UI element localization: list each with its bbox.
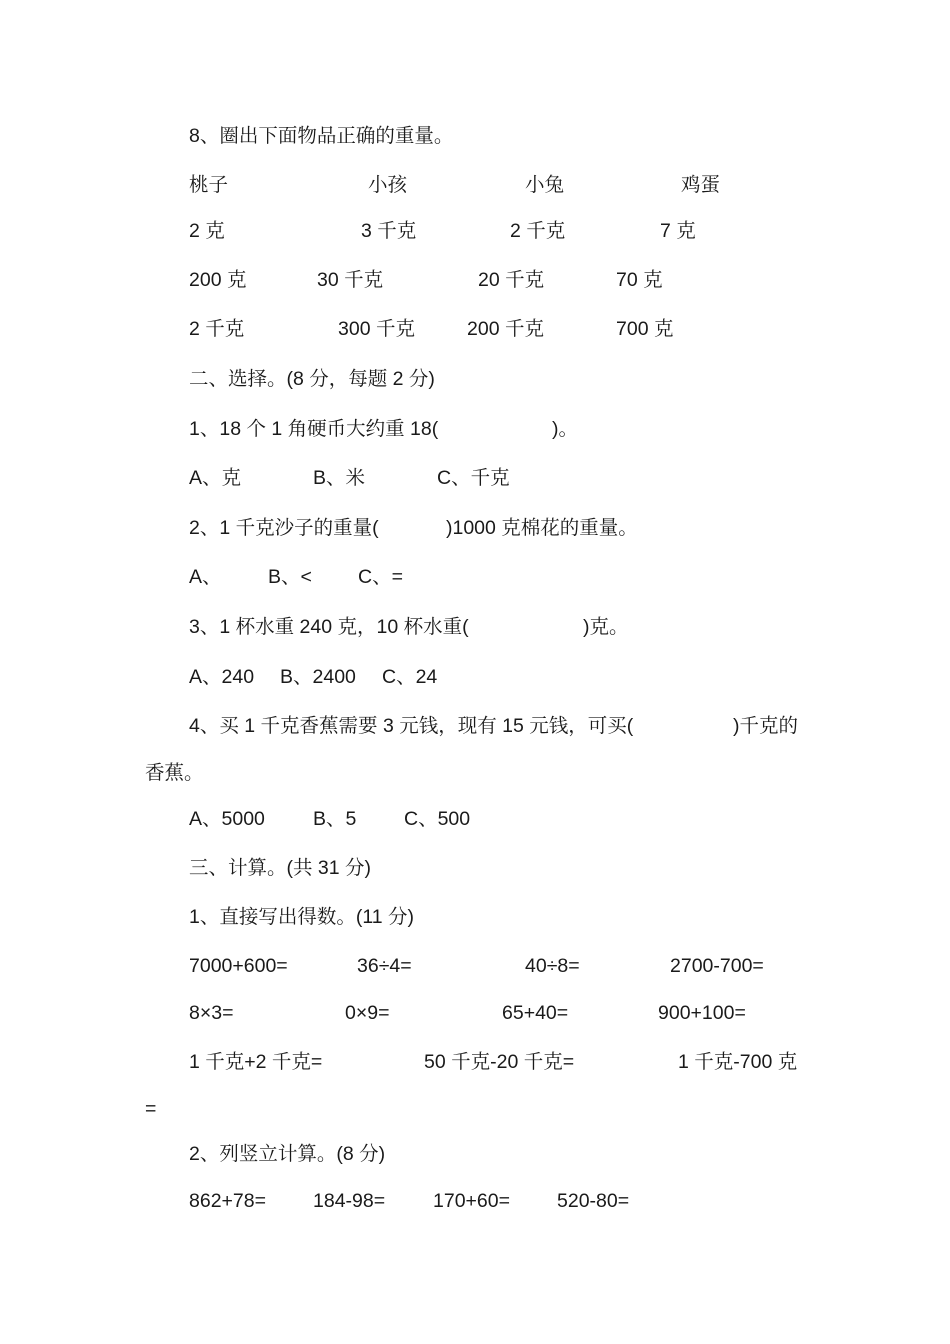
weight-option[interactable]: 200 克 [189,269,247,291]
item-egg: 鸡蛋 [681,174,721,196]
calc-item: 1 千克+2 千克= [189,1051,323,1073]
s3-sub1-row-2 [0,1000,950,1026]
option-a[interactable]: A、240 [189,666,255,688]
s2-q4-close: )千克的 [733,715,798,737]
weight-option[interactable]: 2 克 [189,220,225,242]
calc-item: 7000+600= [189,955,288,977]
s3-sub2-row [0,1188,950,1214]
calc-item: 900+100= [658,1002,746,1024]
q8-weight-row-3 [0,316,950,342]
s2-q3-close: )克。 [583,616,629,638]
calc-item: 170+60= [433,1190,511,1212]
calc-item: 40÷8= [525,955,580,977]
s2-q1-text: 1、18 个 1 角硬币大约重 18( [189,418,439,440]
s2-q3-text: 3、1 杯水重 240 克，10 杯水重( [189,616,469,638]
option-b[interactable]: B、5 [313,808,357,830]
item-peach: 桃子 [189,174,229,196]
calc-item: 862+78= [189,1190,267,1212]
option-b[interactable]: B、< [268,566,312,588]
option-b[interactable]: B、米 [313,467,366,489]
weight-option[interactable]: 200 千克 [467,318,544,340]
q8-weight-row-2 [0,267,950,293]
item-rabbit: 小兔 [525,174,565,196]
q8-items-row [0,172,950,198]
weight-option[interactable]: 20 千克 [478,269,545,291]
option-c[interactable]: C、24 [382,666,438,688]
s2-q2-text: 2、1 千克沙子的重量( [189,517,379,539]
s2-q4-options [0,806,950,832]
s3-sub1-row-1 [0,953,950,979]
weight-option[interactable]: 700 克 [616,318,674,340]
option-b[interactable]: B、2400 [280,666,356,688]
s3-sub1-row-3 [0,1049,950,1075]
calc-item: 2700-700= [670,955,764,977]
option-c[interactable]: C、千克 [437,467,510,489]
calc-item: 50 千克-20 千克= [424,1051,575,1073]
option-c[interactable]: C、500 [404,808,471,830]
s2-q2-close: )1000 克棉花的重量。 [446,517,638,539]
weight-option[interactable]: 300 千克 [338,318,415,340]
s2-q4-text: 4、买 1 千克香蕉需要 3 元钱，现有 15 元钱，可买( [189,715,634,737]
s3-sub1-row-3-wrap: = [145,1098,157,1120]
s2-q2-options [0,564,950,590]
s2-q3-options [0,664,950,690]
s2-q4-cont: 香蕉。 [145,762,204,784]
weight-option[interactable]: 30 千克 [317,269,384,291]
weight-option[interactable]: 3 千克 [361,220,417,242]
section2-title: 二、选择。(8 分，每题 2 分) [189,368,435,390]
weight-option[interactable]: 2 千克 [189,318,245,340]
calc-item: 36÷4= [357,955,412,977]
option-a[interactable]: A、克 [189,467,242,489]
section3-title: 三、计算。(共 31 分) [189,857,372,879]
s2-q1-close: )。 [552,418,578,440]
q8-title: 8、圈出下面物品正确的重量。 [189,125,454,147]
q8-weight-row-1 [0,218,950,244]
calc-item: 1 千克-700 克 [678,1051,798,1073]
weight-option[interactable]: 2 千克 [510,220,566,242]
calc-item: 0×9= [345,1002,390,1024]
s3-sub1-title: 1、直接写出得数。(11 分) [189,906,414,928]
option-c[interactable]: C、= [358,566,403,588]
weight-option[interactable]: 7 克 [660,220,696,242]
calc-item: 65+40= [502,1002,569,1024]
item-child: 小孩 [368,174,408,196]
calc-item: 520-80= [557,1190,630,1212]
s2-q1-options [0,465,950,491]
s2-q4 [0,713,950,739]
s3-sub2-title: 2、列竖立计算。(8 分) [189,1143,386,1165]
option-a[interactable]: A、5000 [189,808,265,830]
option-a[interactable]: A、 [189,566,222,588]
s2-q2 [0,515,950,541]
weight-option[interactable]: 70 克 [616,269,663,291]
calc-item: 8×3= [189,1002,234,1024]
s2-q1 [0,416,950,442]
s2-q3 [0,614,950,640]
calc-item: 184-98= [313,1190,386,1212]
